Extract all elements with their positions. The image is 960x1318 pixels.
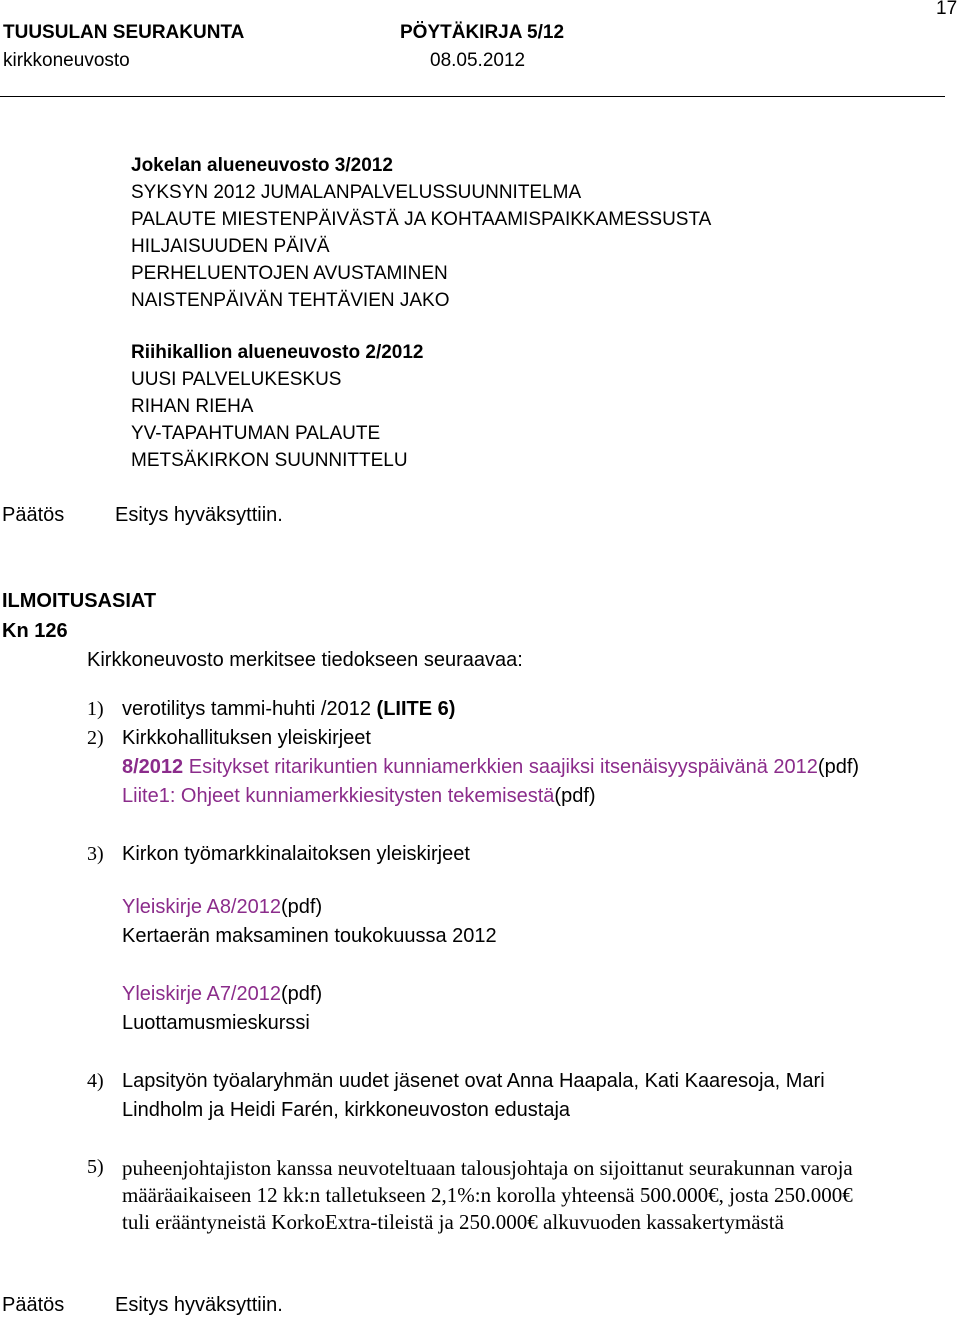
circular-link-title[interactable]: Esitykset ritarikuntien kunniamerkkien saajiksi itsenäisyyspäivänä 2012 [183,756,818,778]
riihikallio-item: METSÄKIRKON SUUNNITTELU [131,450,408,471]
appendix-1 [122,785,596,808]
item-number: 4) [87,1070,104,1092]
jokela-title: Jokelan alueneuvosto 3/2012 [131,155,393,176]
circular-link-number[interactable]: 8/2012 [122,756,184,778]
item-number: 1) [87,698,104,720]
appendix-link[interactable]: Liite1: Ohjeet kunniamerkkiesitysten tekemisestä [122,785,555,807]
pdf-suffix: (pdf) [280,983,323,1005]
decision-text: Esitys hyväksyttiin. [115,1294,283,1316]
decision-label: Päätös [2,1294,65,1316]
jokela-item: PALAUTE MIESTENPÄIVÄSTÄ JA KOHTAAMISPAIKKAMESSUSTA [131,209,712,230]
pdf-suffix: (pdf) [817,756,860,778]
riihikallio-item: YV-TAPAHTUMAN PALAUTE [131,423,381,444]
notices-heading: ILMOITUSASIAT [2,590,157,612]
circular-a7 [122,983,322,1006]
riihikallio-title: Riihikallion alueneuvosto 2/2012 [131,342,424,363]
riihikallio-item: UUSI PALVELUKESKUS [131,369,342,390]
circular-a8-description: Kertaerän maksaminen toukokuussa 2012 [122,925,497,947]
meeting-date: 08.05.2012 [430,50,526,71]
circular-8-2012 [122,756,859,779]
jokela-item: PERHELUENTOJEN AVUSTAMINEN [131,263,448,284]
item-number: 5) [87,1156,104,1178]
attachment-ref: (LIITE 6) [376,698,456,720]
item-2-text: Kirkkohallituksen yleiskirjeet [122,727,371,749]
item-1-text [122,698,455,721]
jokela-item: HILJAISUUDEN PÄIVÄ [131,236,330,257]
item-1-label: verotilitys tammi-huhti /2012 [122,698,377,720]
item-4-line: Lindholm ja Heidi Farén, kirkkoneuvoston edustaja [122,1099,571,1121]
document-title: PÖYTÄKIRJA 5/12 [400,22,565,43]
jokela-item: NAISTENPÄIVÄN TEHTÄVIEN JAKO [131,290,450,311]
item-4-line: Lapsityön työalaryhmän uudet jäsenet ovat Anna Haapala, Kati Kaaresoja, Mari [122,1070,825,1092]
page-number: 17 [936,0,958,19]
pdf-suffix: (pdf) [554,785,596,807]
item-5-line: tuli erääntyneistä KorkoExtra-tileistä ja 250.000€ alkuvuoden kassakertymästä [122,1210,784,1234]
notices-intro: Kirkkoneuvosto merkitsee tiedokseen seuraavaa: [87,649,523,671]
circular-a7-description: Luottamusmieskurssi [122,1012,310,1034]
item-3-text: Kirkon työmarkkinalaitoksen yleiskirjeet [122,843,470,865]
body-name: kirkkoneuvosto [3,50,130,71]
jokela-item: SYKSYN 2012 JUMALANPALVELUSSUUNNITELMA [131,182,582,203]
item-number: 3) [87,843,104,865]
header-divider [0,96,945,97]
org-name: TUUSULAN SEURAKUNTA [3,22,245,43]
section-number: Kn 126 [2,620,68,642]
decision-label: Päätös [2,504,65,526]
item-5-line: puheenjohtajiston kanssa neuvoteltuaan talousjohtaja on sijoittanut seurakunnan varoja [122,1156,853,1180]
riihikallio-item: RIHAN RIEHA [131,396,254,417]
item-number: 2) [87,727,104,749]
pdf-suffix: (pdf) [280,896,323,918]
circular-a7-link[interactable]: Yleiskirje A7/2012 [122,983,281,1005]
circular-a8 [122,896,322,919]
circular-a8-link[interactable]: Yleiskirje A8/2012 [122,896,281,918]
item-5-line: määräaikaiseen 12 kk:n talletukseen 2,1%:n korolla yhteensä 500.000€, josta 250.000€ [122,1183,853,1207]
decision-text: Esitys hyväksyttiin. [115,504,283,526]
